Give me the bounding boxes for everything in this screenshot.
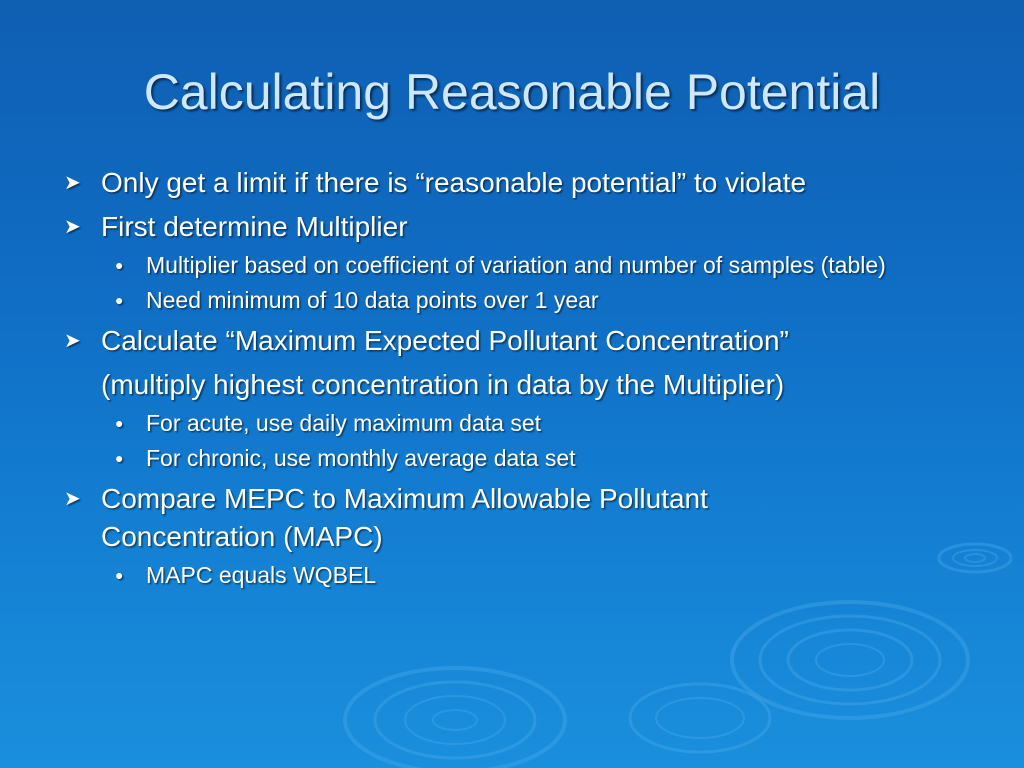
bullet-text: Calculate “Maximum Expected Pollutant Concentration” <box>101 325 789 356</box>
bullet-item <box>58 322 988 360</box>
bullet-item <box>58 480 881 556</box>
sub-bullet-text: MAPC equals WQBEL <box>146 562 377 588</box>
bullet-text: Compare MEPC to Maximum Allowable Pollutant Concentration (MAPC) <box>101 483 708 552</box>
sub-bullet-item <box>58 560 886 591</box>
dot-bullet-icon: ● <box>115 415 124 431</box>
dot-bullet-icon: ● <box>115 257 124 273</box>
bullet-text: Only get a limit if there is “reasonable potential” to violate <box>101 167 807 198</box>
sub-bullet-text: Multiplier based on coefficient of variation and number of samples (table) <box>146 252 886 278</box>
arrow-bullet-icon: ➤ <box>64 488 81 510</box>
dot-bullet-icon: ● <box>115 567 124 583</box>
sub-bullet-item <box>58 443 886 474</box>
bullet-item <box>58 164 988 202</box>
dot-bullet-icon: ● <box>115 450 124 466</box>
arrow-bullet-icon: ➤ <box>64 216 81 238</box>
arrow-bullet-icon: ➤ <box>64 330 81 352</box>
bullet-item <box>58 208 988 246</box>
sub-bullet-text: Need minimum of 10 data points over 1 year <box>146 287 599 313</box>
bullet-continuation: (multiply highest concentration in data by the Multiplier) <box>101 369 785 400</box>
arrow-bullet-icon: ➤ <box>64 172 81 194</box>
sub-bullet-text: For chronic, use monthly average data set <box>146 445 576 471</box>
sub-bullet-text: For acute, use daily maximum data set <box>146 410 541 436</box>
sub-bullet-item <box>58 285 886 316</box>
bullet-text: First determine Multiplier <box>101 211 408 242</box>
sub-bullet-item <box>58 408 886 439</box>
bullet-list <box>58 158 988 591</box>
sub-bullet-item <box>58 250 886 281</box>
slide-title: Calculating Reasonable Potential <box>143 64 881 120</box>
dot-bullet-icon: ● <box>115 292 124 308</box>
